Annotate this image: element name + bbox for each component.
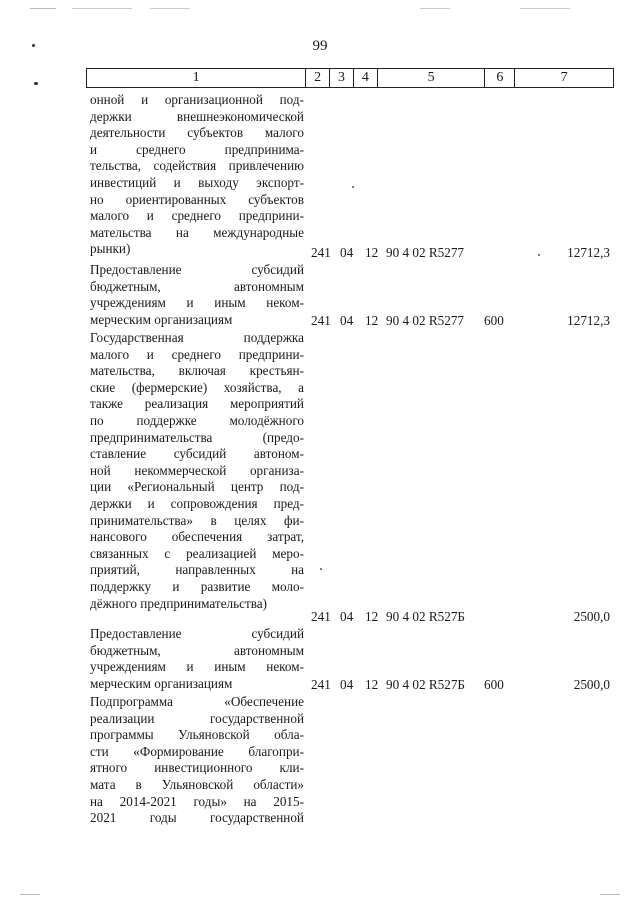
cell-col-4: 12 [365, 609, 379, 624]
cell-col-7: 12712,3 [567, 313, 610, 328]
table-row-description [90, 626, 304, 692]
description-line: деятельности субъектов малого [90, 125, 304, 141]
header-col-1: 1 [87, 69, 306, 87]
header-col-3: 3 [330, 69, 354, 87]
page-number: 99 [312, 38, 328, 54]
scan-mark [30, 8, 56, 9]
description-line: инвестиций и выходу экспорт- [90, 174, 304, 190]
scan-dot [320, 568, 322, 570]
description-line: на 2014-2021 годы» на 2015- [90, 793, 304, 809]
table-row-description [90, 92, 304, 258]
header-col-4: 4 [354, 69, 378, 87]
header-col-5: 5 [378, 69, 486, 87]
description-line: учреждениям и иным неком- [90, 295, 304, 311]
description-line: программы Ульяновской обла- [90, 727, 304, 743]
cell-col-3: 04 [340, 313, 354, 328]
description-line: но ориентированных субъектов [90, 191, 304, 207]
cell-col-3: 04 [340, 245, 354, 260]
description-line: онной и организационной под- [90, 92, 304, 107]
table-header-row [86, 68, 614, 88]
cell-col-2: 241 [311, 677, 331, 692]
description-line: рынки) [90, 241, 131, 257]
scan-mark [420, 8, 450, 9]
cell-col-7: 12712,3 [567, 245, 610, 260]
scan-mark [20, 894, 40, 895]
description-line: принимательства» в целях фи- [90, 512, 304, 528]
cell-col-3: 04 [340, 677, 354, 692]
description-line: дёжного предпринимательства) [90, 595, 268, 611]
description-line: учреждениям и иным неком- [90, 659, 304, 675]
cell-col-2: 241 [311, 609, 331, 624]
header-col-6: 6 [485, 69, 515, 87]
cell-col-4: 12 [365, 245, 379, 260]
description-line: ские (фермерские) хозяйства, а [90, 379, 304, 395]
cell-col-5: 90 4 02 R527Б [386, 609, 466, 624]
description-line: тельства, содействия привлечению [90, 158, 304, 174]
description-line: ятного инвестиционного кли- [90, 760, 304, 776]
description-line: нансового обеспечения затрат, [90, 529, 304, 545]
description-line: бюджетным, автономным [90, 278, 304, 294]
header-col-7: 7 [560, 70, 568, 85]
description-line: держки и сопровождения пред- [90, 495, 304, 511]
description-line: также реализация мероприятий [90, 396, 304, 412]
table-row-description [90, 330, 304, 612]
description-line: мательства на международные [90, 224, 304, 240]
description-line: мательства, включая крестьян- [90, 363, 304, 379]
description-line: приятий, направленных на [90, 562, 304, 578]
cell-col-5: 90 4 02 R527Б [386, 677, 466, 692]
cell-col-6: 600 [484, 677, 504, 692]
scan-dot [538, 254, 540, 256]
description-line: ции «Региональный центр под- [90, 479, 304, 495]
scan-mark [520, 8, 570, 9]
cell-col-5: 90 4 02 R5277 [386, 245, 465, 260]
description-line: поддержку и развитие моло- [90, 578, 304, 594]
description-line: малого и среднего предприни- [90, 346, 304, 362]
description-line: сти «Формирование благопри- [90, 743, 304, 759]
description-line: предпринимательства (предо- [90, 429, 304, 445]
table-row-description [90, 262, 304, 328]
header-col-2: 2 [306, 69, 330, 87]
scan-mark [32, 44, 35, 47]
description-line: бюджетным, автономным [90, 642, 304, 658]
description-line: 2021 годы государственной [90, 810, 304, 826]
description-line: мерческим организациям [90, 311, 233, 327]
scan-dot [352, 186, 354, 188]
cell-col-7: 2500,0 [573, 677, 610, 692]
description-line: ной некоммерческой организа- [90, 462, 304, 478]
description-line: мата в Ульяновской области» [90, 776, 304, 792]
description-line: Предоставление субсидий [90, 262, 304, 277]
description-line: по поддержке молодёжного [90, 412, 304, 428]
description-line: связанных с реализацией меро- [90, 545, 304, 561]
cell-col-7: 2500,0 [573, 609, 610, 624]
cell-col-5: 90 4 02 R5277 [386, 313, 465, 328]
description-line: и среднего предпринима- [90, 141, 304, 157]
cell-col-4: 12 [365, 677, 379, 692]
cell-col-2: 241 [311, 245, 331, 260]
scan-mark [72, 8, 132, 9]
description-line: малого и среднего предприни- [90, 208, 304, 224]
description-line: мерческим организациям [90, 675, 233, 691]
cell-col-2: 241 [311, 313, 331, 328]
cell-col-6: 600 [484, 313, 504, 328]
description-line: ставление субсидий автоном- [90, 446, 304, 462]
table-row-description [90, 694, 304, 827]
description-line: Государственная поддержка [90, 330, 304, 345]
cell-col-4: 12 [365, 313, 379, 328]
cell-col-3: 04 [340, 609, 354, 624]
description-line: Предоставление субсидий [90, 626, 304, 641]
description-line: держки внешнеэкономической [90, 108, 304, 124]
scan-mark [600, 894, 620, 895]
scan-mark [34, 82, 38, 85]
description-line: Подпрограмма «Обеспечение [90, 694, 304, 709]
description-line: реализации государственной [90, 710, 304, 726]
scan-mark [150, 8, 190, 9]
